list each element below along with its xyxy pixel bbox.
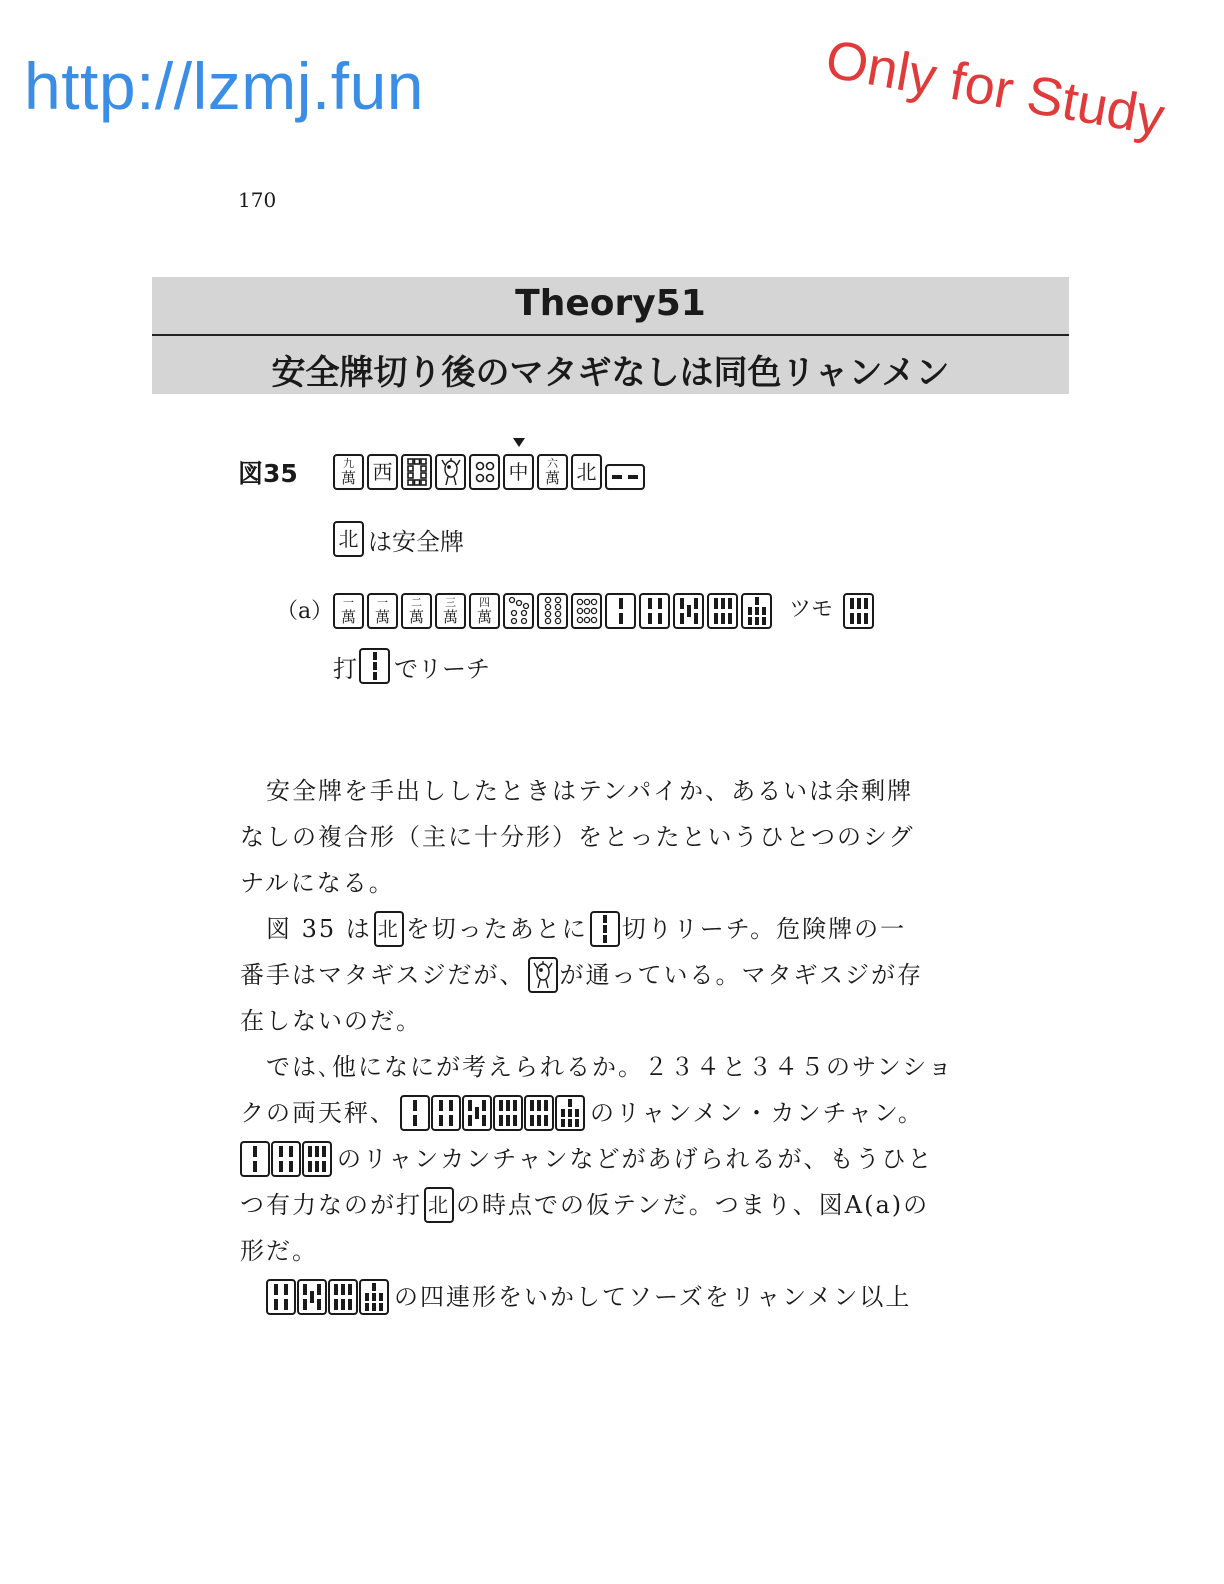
tile-2-man: 二 萬 <box>401 593 432 629</box>
body-text: 番手はマタギスジだが、 <box>240 961 526 989</box>
body-line <box>240 1182 952 1228</box>
body-text: では､他になにが考えられるか。２３４と３４５のサンショ <box>266 1053 954 1081</box>
tile-5-sou <box>673 593 704 629</box>
tile-6-sou <box>328 1279 358 1315</box>
tile-north: 北 <box>424 1187 454 1223</box>
body-text: が通っている。マタギスジが存 <box>559 961 924 989</box>
draw-label: ツモ <box>789 597 834 622</box>
body-line <box>240 998 952 1044</box>
body-line <box>240 860 952 906</box>
body-text: の時点での仮テンだ。つまり、図A(a)の <box>456 1191 930 1219</box>
body-line <box>240 768 978 814</box>
tile-6-sou <box>707 593 738 629</box>
body-text: 安全牌を手出ししたときはテンパイか、あるいは余剰牌 <box>266 777 914 805</box>
tile-7-sou <box>359 1279 389 1315</box>
tile-north: 北 <box>374 911 404 947</box>
tile-6-sou <box>524 1095 554 1131</box>
chapter-title: Theory51 <box>515 283 706 324</box>
body-text: ナルになる。 <box>240 869 395 897</box>
sub-figure-label: （a） <box>276 599 334 624</box>
tile-7-sou <box>555 1095 585 1131</box>
tile-3-sou <box>359 648 390 684</box>
figure-note <box>333 521 464 557</box>
discard-prefix: 打 <box>333 654 357 683</box>
tile-8-pin <box>537 593 568 629</box>
riichi-marker-icon <box>513 438 525 447</box>
body-line <box>240 1274 978 1320</box>
body-text: 図 35 は <box>266 915 372 943</box>
tile-7-sou <box>741 593 772 629</box>
tile-6-man: 六 萬 <box>537 454 568 490</box>
tile-7-pin <box>503 593 534 629</box>
tile-6-sou-draw <box>843 593 874 629</box>
discard-note <box>333 648 490 684</box>
chapter-subtitle: 安全牌切り後のマタギなしは同色リャンメン <box>271 353 950 393</box>
tile-north: 北 <box>333 521 364 557</box>
body-line <box>240 906 978 952</box>
figure-label: 図35 <box>238 459 298 488</box>
tile-4-sou <box>271 1141 301 1177</box>
tile-9-man: 九 萬 <box>333 454 364 490</box>
tile-2-pin-sideways <box>605 464 645 490</box>
body-line <box>240 1228 952 1274</box>
tile-1-sou-bird <box>435 454 466 490</box>
body-line <box>240 1090 952 1136</box>
body-text: のリャンカンチャンなどがあげられるが、もうひと <box>337 1145 934 1173</box>
tile-5-sou <box>462 1095 492 1131</box>
tile-8-sou <box>401 454 432 490</box>
chapter-banner <box>152 277 1069 394</box>
watermark-url: http://lzmj.fun <box>24 49 424 123</box>
tile-west: 西 <box>367 454 398 490</box>
tile-3-man: 三 萬 <box>435 593 466 629</box>
tile-1-man: 一 萬 <box>333 593 364 629</box>
tile-4-sou <box>431 1095 461 1131</box>
tile-4-sou <box>266 1279 296 1315</box>
tile-1-sou-bird <box>528 957 558 993</box>
tile-group-2-4-6-sou <box>240 1141 333 1177</box>
body-line <box>240 1136 952 1182</box>
body-text: 切りリーチ。危険牌の一 <box>621 915 907 943</box>
hand-row <box>333 592 877 629</box>
tile-north: 北 <box>571 454 602 490</box>
tile-2-sou <box>605 593 636 629</box>
tile-9-pin <box>571 593 602 629</box>
body-text: を切ったあとに <box>405 915 588 943</box>
body-text: の四連形をいかしてソーズをリャンメン以上 <box>394 1283 912 1311</box>
discard-row <box>333 454 648 490</box>
body-text: なしの複合形（主に十分形）をとったというひとつのシグ <box>240 823 915 851</box>
body-line <box>240 1044 978 1090</box>
tile-4-pin <box>469 454 500 490</box>
body-text: 在しないのだ。 <box>240 1007 422 1035</box>
tile-2-sou <box>400 1095 430 1131</box>
watermark-study: Only for Study <box>821 28 1169 148</box>
tile-6-sou <box>493 1095 523 1131</box>
tile-6-sou <box>302 1141 332 1177</box>
body-line <box>240 952 952 998</box>
tile-4-sou <box>639 593 670 629</box>
discard-suffix: でリーチ <box>394 654 490 683</box>
tile-3-sou <box>590 911 620 947</box>
body-line <box>240 814 952 860</box>
body-text: クの両天秤、 <box>240 1099 396 1127</box>
tile-5-sou <box>297 1279 327 1315</box>
body-text: 形だ。 <box>240 1237 318 1265</box>
body-text: のリャンメン・カンチャン。 <box>590 1099 924 1127</box>
page-number: 170 <box>238 188 277 212</box>
tile-red-dragon: 中 <box>503 454 534 490</box>
tile-1-man: 一 萬 <box>367 593 398 629</box>
tile-4-man: 四 萬 <box>469 593 500 629</box>
banner-divider <box>152 334 1069 336</box>
tile-2-sou <box>240 1141 270 1177</box>
tile-group-4-5-6-7-sou <box>266 1279 390 1315</box>
tile-group-2-3-4-5-6-7-sou <box>400 1095 586 1131</box>
note-text: は安全牌 <box>368 527 464 556</box>
body-text: つ有力なのが打 <box>240 1191 422 1219</box>
